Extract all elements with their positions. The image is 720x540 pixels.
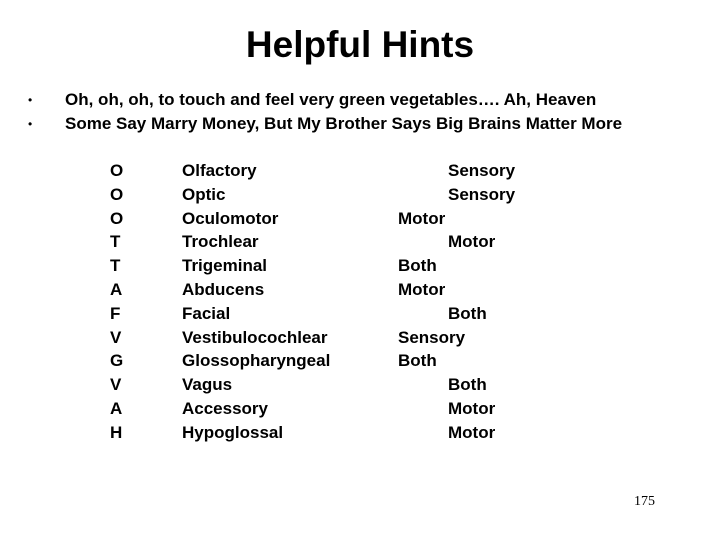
nerve-name: Hypoglossal xyxy=(182,422,284,442)
nerve-type: Motor xyxy=(448,232,496,252)
hint-text: Oh, oh, oh, to touch and feel very green vegetables…. Ah, Heaven xyxy=(65,90,597,109)
nerve-row xyxy=(0,208,720,232)
nerve-row xyxy=(0,255,720,279)
nerve-letter: T xyxy=(110,232,121,252)
page-title: Helpful Hints xyxy=(245,24,475,65)
nerve-type: Motor xyxy=(448,422,496,442)
nerve-letter: O xyxy=(110,184,124,204)
nerve-row xyxy=(0,398,720,422)
hint-text: Some Say Marry Money, But My Brother Says Big Brains Matter More xyxy=(65,114,623,133)
nerve-type: Motor xyxy=(398,208,446,228)
nerve-letter: H xyxy=(110,422,123,442)
nerve-row xyxy=(0,350,720,374)
nerve-name: Trochlear xyxy=(182,232,259,252)
nerve-type: Both xyxy=(448,375,487,395)
nerve-type: Both xyxy=(398,256,437,276)
nerve-row xyxy=(0,422,720,446)
nerve-type: Both xyxy=(448,303,487,323)
nerve-name: Trigeminal xyxy=(182,256,268,276)
nerve-type: Motor xyxy=(448,398,496,418)
nerve-row xyxy=(0,160,720,184)
cranial-nerve-table xyxy=(0,160,720,446)
nerve-name: Facial xyxy=(182,303,231,323)
nerve-letter: A xyxy=(110,398,123,418)
nerve-type: Motor xyxy=(398,279,446,299)
page-number: 175 xyxy=(634,494,655,509)
hint-list xyxy=(28,88,622,136)
nerve-letter: O xyxy=(110,161,124,180)
nerve-letter: G xyxy=(110,351,124,371)
nerve-name: Accessory xyxy=(182,398,269,418)
nerve-name: Oculomotor xyxy=(182,208,279,228)
nerve-letter: A xyxy=(110,279,123,299)
nerve-letter: V xyxy=(110,375,122,395)
nerve-row xyxy=(0,231,720,255)
nerve-name: Olfactory xyxy=(182,161,257,180)
nerve-row xyxy=(0,184,720,208)
nerve-name: Glossopharyngeal xyxy=(182,351,331,371)
nerve-row xyxy=(0,327,720,351)
nerve-type: Sensory xyxy=(448,184,516,204)
nerve-name: Vestibulocochlear xyxy=(182,327,328,347)
nerve-name: Vagus xyxy=(182,375,233,395)
bullet-icon: • xyxy=(28,93,33,107)
hint-item xyxy=(28,112,622,136)
nerve-name: Abducens xyxy=(182,279,265,299)
nerve-type: Both xyxy=(398,351,437,371)
hint-item xyxy=(28,88,622,112)
nerve-letter: V xyxy=(110,327,122,347)
nerve-type: Sensory xyxy=(398,327,466,347)
nerve-letter: F xyxy=(110,303,121,323)
nerve-name: Optic xyxy=(182,184,226,204)
nerve-row xyxy=(0,374,720,398)
nerve-letter: O xyxy=(110,208,124,228)
nerve-row xyxy=(0,303,720,327)
bullet-icon: • xyxy=(28,117,33,131)
nerve-type: Sensory xyxy=(448,161,516,180)
nerve-row xyxy=(0,279,720,303)
nerve-letter: T xyxy=(110,256,121,276)
